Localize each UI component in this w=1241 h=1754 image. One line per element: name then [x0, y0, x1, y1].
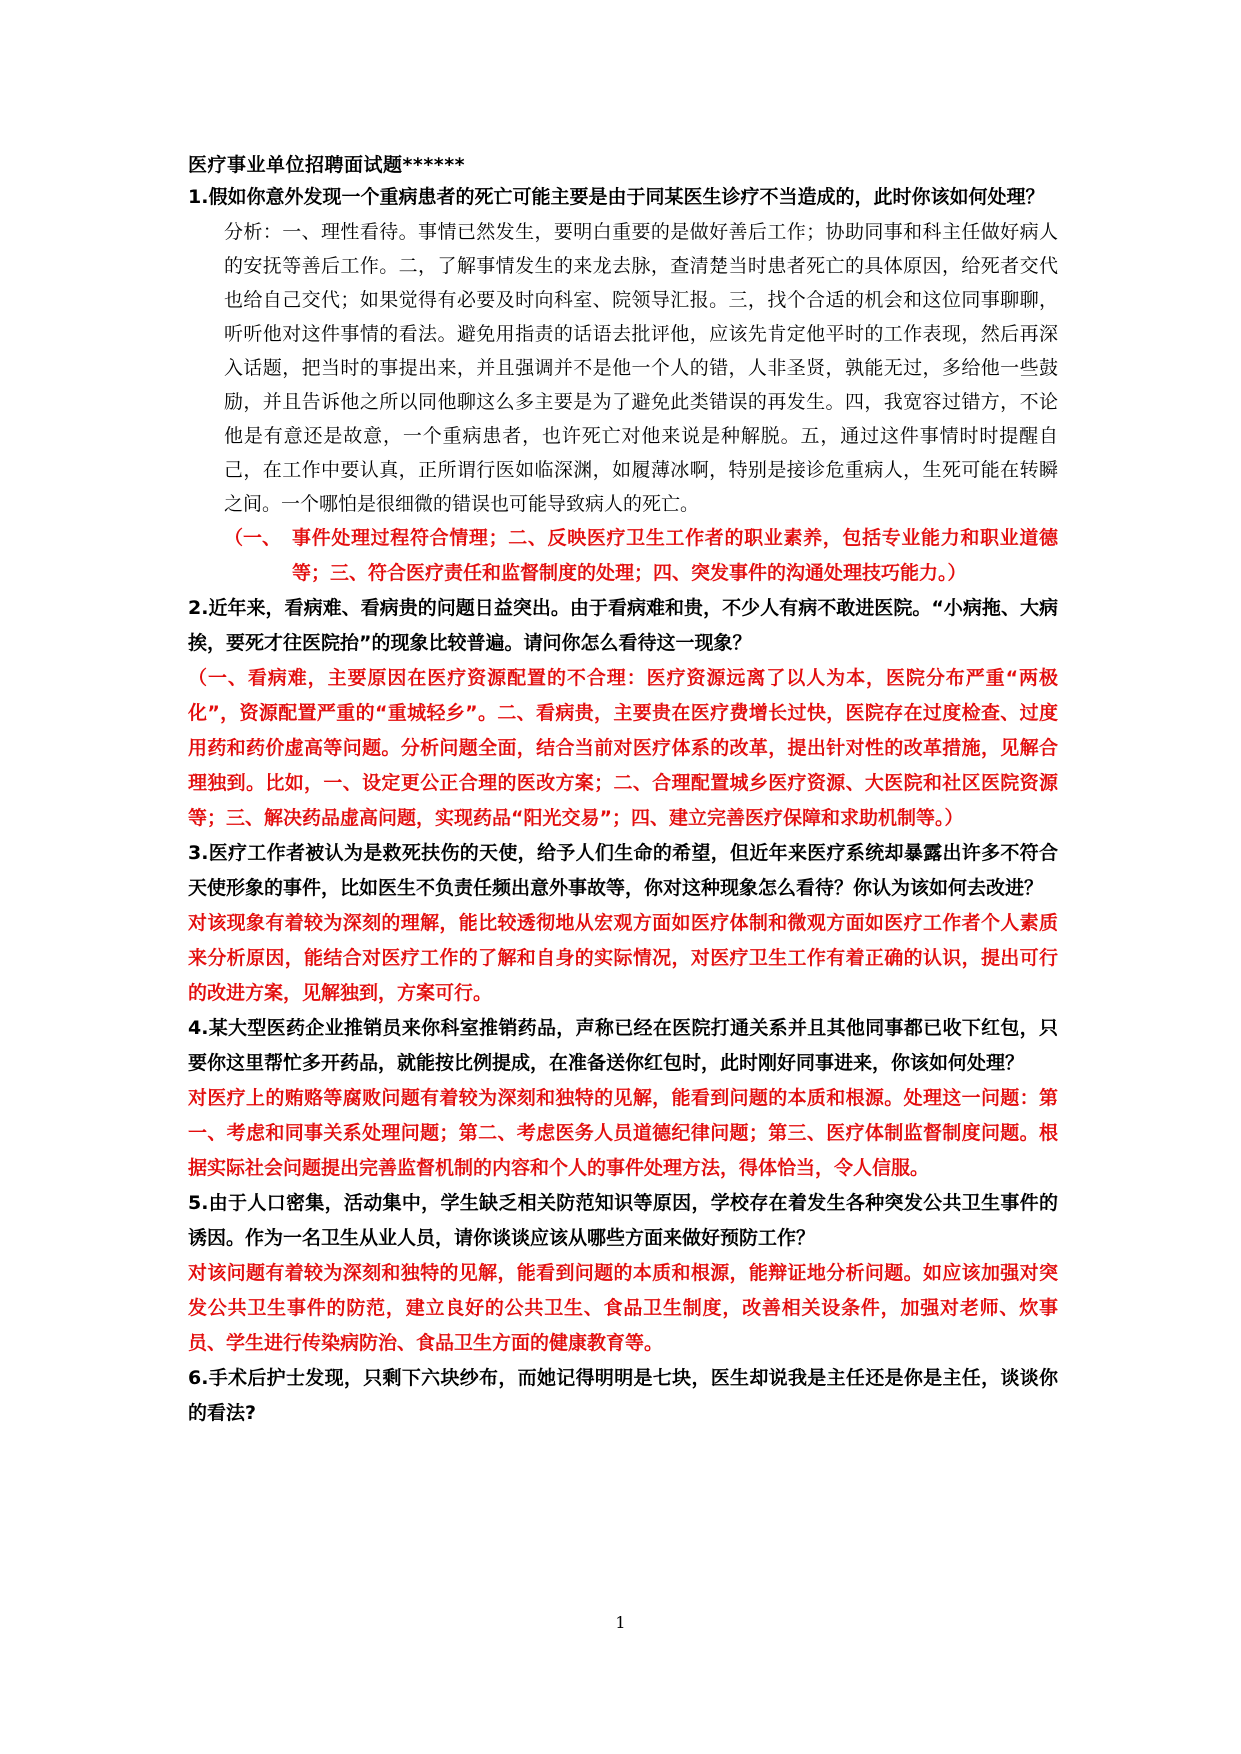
question-2-answer: （一、看病难，主要原因在医疗资源配置的不合理：医疗资源远离了以人为本，医院分布严重“两极化”，资源配置严重的“重城轻乡”。二、看病贵，主要贵在医疗费增长过快，医院存在过度检查、过度用药和药价虚高等问题。分析问题全面，结合当前对医疗体系的改革，提出针对性的改革措施，见解合理独到。比如，一、设定更公正合理的医改方案；二、合理配置城乡医疗资源、大医院和社区医院资源等；三、解决药品虚高问题，实现药品“阳光交易”；四、建立完善医疗保障和求助机制等。） [188, 667, 1058, 829]
question-3-answer: 对该现象有着较为深刻的理解，能比较透彻地从宏观方面如医疗体制和微观方面如医疗工作者个人素质来分析原因，能结合对医疗工作的了解和自身的实际情况，对医疗卫生工作有着正确的认识，提出可行的改进方案，见解独到，方案可行。 [188, 912, 1058, 1004]
document-title: 医疗事业单位招聘面试题****** [188, 154, 466, 176]
question-5: 5.由于人口密集，活动集中，学生缺乏相关防范知识等原因，学校存在着发生各种突发公共卫生事件的诱因。作为一名卫生从业人员，请你谈谈应该从哪些方面来做好预防工作？ [188, 1192, 1058, 1249]
question-1: 1.假如你意外发现一个重病患者的死亡可能主要是由于同某医生诊疗不当造成的，此时你该如何处理？ [188, 186, 1045, 208]
question-4-answer: 对医疗上的贿赂等腐败问题有着较为深刻和独特的见解，能看到问题的本质和根源。处理这一问题：第一、考虑和同事关系处理问题；第二、考虑医务人员道德纪律问题；第三、医疗体制监督制度问题。根据实际社会问题提出完善监督机制的内容和个人的事件处理方法，得体恰当，令人信服。 [188, 1087, 1058, 1179]
question-1-analysis: 分析：一、理性看待。事情已然发生，要明白重要的是做好善后工作；协助同事和科主任做好病人的安抚等善后工作。二，了解事情发生的来龙去脉，查清楚当时患者死亡的具体原因，给死者交代也给自己交代；如果觉得有必要及时向科室、院领导汇报。三，找个合适的机会和这位同事聊聊，听听他对这件事情的看法。避免用指责的话语去批评他，应该先肯定他平时的工作表现，然后再深入话题，把当时的事提出来，并且强调并不是他一个人的错，人非圣贤，孰能无过，多给他一些鼓励，并且告诉他之所以同他聊这么多主要是为了避免此类错误的再发生。四，我宽容过错方，不论他是有意还是故意，一个重病患者，也许死亡对他来说是种解脱。五，通过这件事情时时提醒自己，在工作中要认真，正所谓行医如临深渊，如履薄冰啊，特别是接诊危重病人，生死可能在转瞬之间。一个哪怕是很细微的错误也可能导致病人的死亡。 [224, 221, 1058, 515]
question-6: 6.手术后护士发现，只剩下六块纱布，而她记得明明是七块，医生却说我是主任还是你是主任，谈谈你的看法? [188, 1367, 1058, 1424]
question-3: 3.医疗工作者被认为是救死扶伤的天使，给予人们生命的希望，但近年来医疗系统却暴露出许多不符合天使形象的事件，比如医生不负责任频出意外事故等，你对这种现象怎么看待？你认为该如何去改进？ [188, 842, 1058, 899]
question-4: 4.某大型医药企业推销员来你科室推销药品，声称已经在医院打通关系并且其他同事都已收下红包，只要你这里帮忙多开药品，就能按比例提成，在准备送你红包时，此时刚好同事进来，你该如何处理？ [188, 1017, 1058, 1074]
page-number: 1 [615, 1613, 626, 1632]
question-2: 2.近年来，看病难、看病贵的问题日益突出。由于看病难和贵，不少人有病不敢进医院。“小病拖、大病挨，要死才往医院抬”的现象比较普遍。请问你怎么看待这一现象？ [188, 597, 1058, 654]
answer-prefix: （一、 [224, 527, 282, 549]
document-page [188, 150, 1058, 1431]
answer-body: 事件处理过程符合情理；二、反映医疗卫生工作者的职业素养，包括专业能力和职业道德等；三、符合医疗责任和监督制度的处理；四、突发事件的沟通处理技巧能力。） [292, 527, 1058, 584]
question-1-answer [224, 521, 1058, 591]
question-5-answer: 对该问题有着较为深刻和独特的见解，能看到问题的本质和根源，能辩证地分析问题。如应该加强对突发公共卫生事件的防范，建立良好的公共卫生、食品卫生制度，改善相关设条件，加强对老师、炊事员、学生进行传染病防治、食品卫生方面的健康教育等。 [188, 1262, 1058, 1354]
